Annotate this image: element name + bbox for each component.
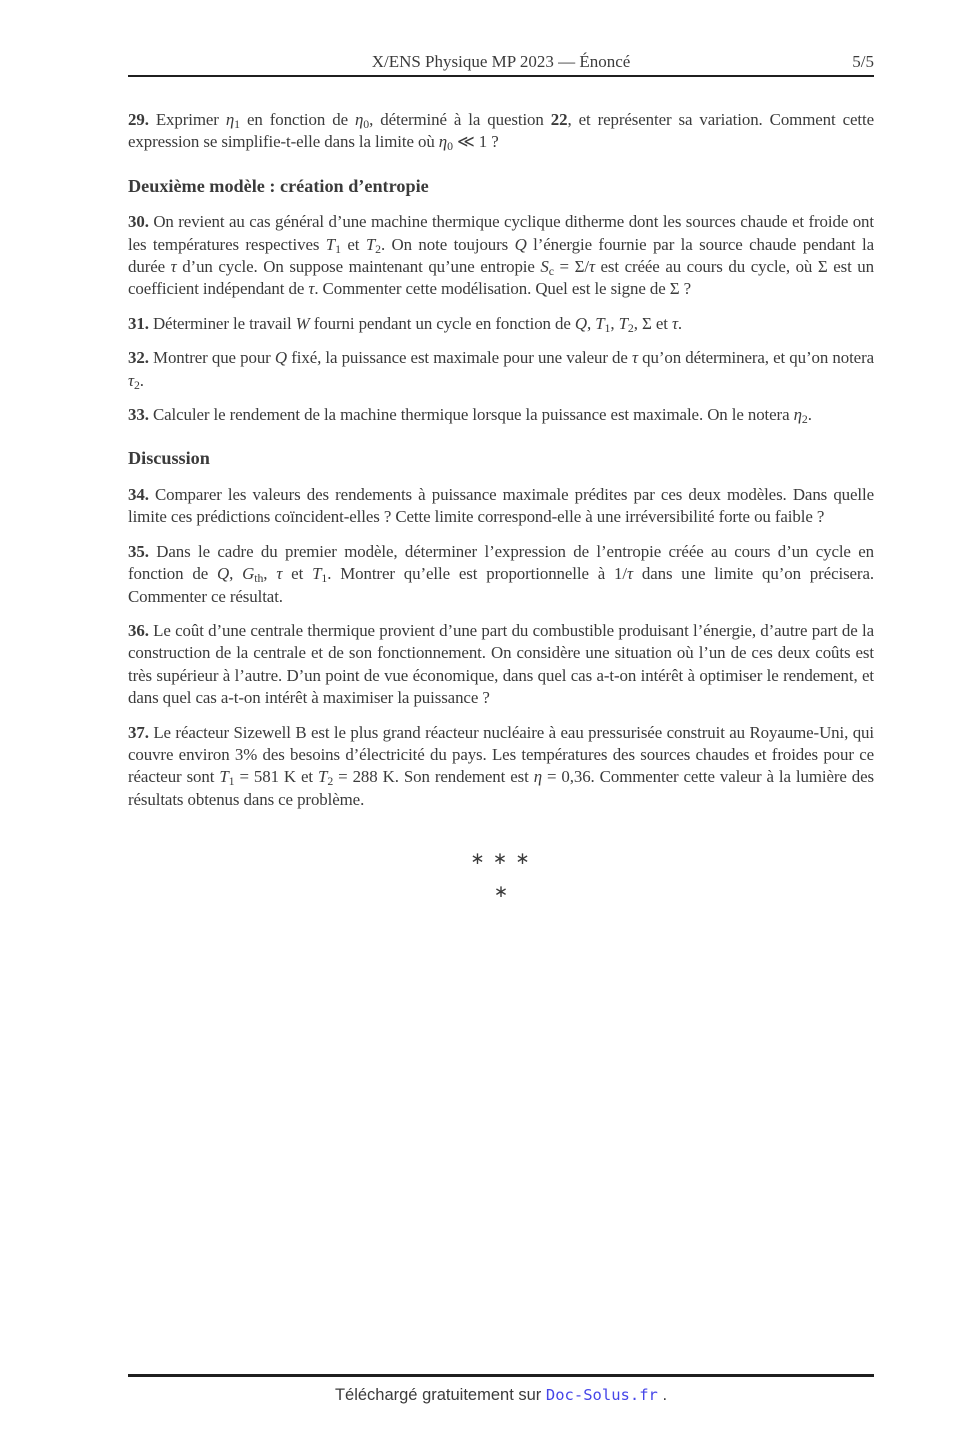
header-page-number: 5/5 <box>852 52 874 71</box>
question-32: 32. Montrer que pour Q fixé, la puissance est maximale pour une valeur de τ qu’on déterminera, et qu’on notera $\tau_2$. <box>128 348 874 392</box>
question-33: 33. Calculer le rendement de la machine thermique lorsque la puissance est maximale. On le notera $\eta_2$. <box>128 405 812 427</box>
question-30: 30. On revient au cas général d’une machine thermique cyclique ditherme dont les sources chaude et froide ont les températures respectives $T_1$ et $T_2$. On note toujours Q l’énergie fournie par la source chaude pendant la durée τ d’un cycle. On suppose maintenant qu’une entropie $S_c = \Sigma/\tau$ est créée au cours du cycle, où Σ est un coefficient indépendant de τ. Commenter cette modélisation. Quel est le signe de Σ ? <box>128 212 874 299</box>
question-35: 35. Dans le cadre du premier modèle, déterminer l’expression de l’entropie créée au cours d’un cycle en fonction de Q, $G_{th}$, τ et $T_1$. Montrer qu’elle est proportionnelle à 1/τ dans une limite qu’on précisera. Commenter ce résultat. <box>128 541 874 606</box>
section-heading-discussion: Discussion <box>128 448 210 469</box>
question-29: 29. Exprimer $\eta_1$ en fonction de $\eta_0$, déterminé à la question 22, et représenter sa variation. Comment cette expression se simplifie-t-elle dans la limite où $\eta_0$ ≪ 1 ? <box>128 110 874 154</box>
document-body <box>128 79 874 903</box>
page-footer <box>128 1374 874 1405</box>
section-heading-second-model: Deuxième modèle : création d’entropie <box>128 175 429 196</box>
question-36: 36. Le coût d’une centrale thermique provient d’une part du combustible produisant l’énergie, d’autre part de la construction de la centrale et de son fonctionnement. On considère une situation où l’un de ces deux coûts est très supérieur à l’autre. D’un point de vue économique, dans quel cas a-t-on intérêt à optimiser le rendement, et dans quel cas a-t-on intérêt à maximiser la puissance ? <box>128 620 874 708</box>
footer-text-after: . <box>657 1386 668 1404</box>
question-31: 31. Déterminer le travail W fourni pendant un cycle en fonction de Q, $T_1$, $T_2$, Σ et τ. <box>128 313 683 335</box>
footer-text-before: Téléchargé gratuitement sur <box>334 1386 546 1404</box>
footer-text <box>128 1377 874 1405</box>
end-separator-stars: ∗ ∗ ∗ <box>470 849 532 869</box>
question-37: 37. Le réacteur Sizewell B est le plus grand réacteur nucléaire à eau pressurisée construit au Royaume-Uni, qui couvre environ 3% des besoins d’électricité du pays. Les températures des sources chaudes et froides pour ce réacteur sont $T_1 = 581$ K et $T_2 = 288$ K. Son rendement est η = 0,36. Commenter cette valeur à la lumière des résultats obtenus dans ce problème. <box>128 722 875 809</box>
page-header <box>128 0 874 77</box>
doc-solus-link[interactable]: Doc-Solus.fr <box>545 1386 658 1404</box>
end-separator-single-star: ∗ <box>493 881 509 901</box>
header-title: X/ENS Physique MP 2023 — Énoncé <box>371 52 631 71</box>
question-34: 34. Comparer les valeurs des rendements à puissance maximale prédites par ces deux modèles. Dans quelle limite ces prédictions coïncident-elles ? Cette limite correspond-elle à une irréversibilité forte ou faible ? <box>128 484 874 527</box>
